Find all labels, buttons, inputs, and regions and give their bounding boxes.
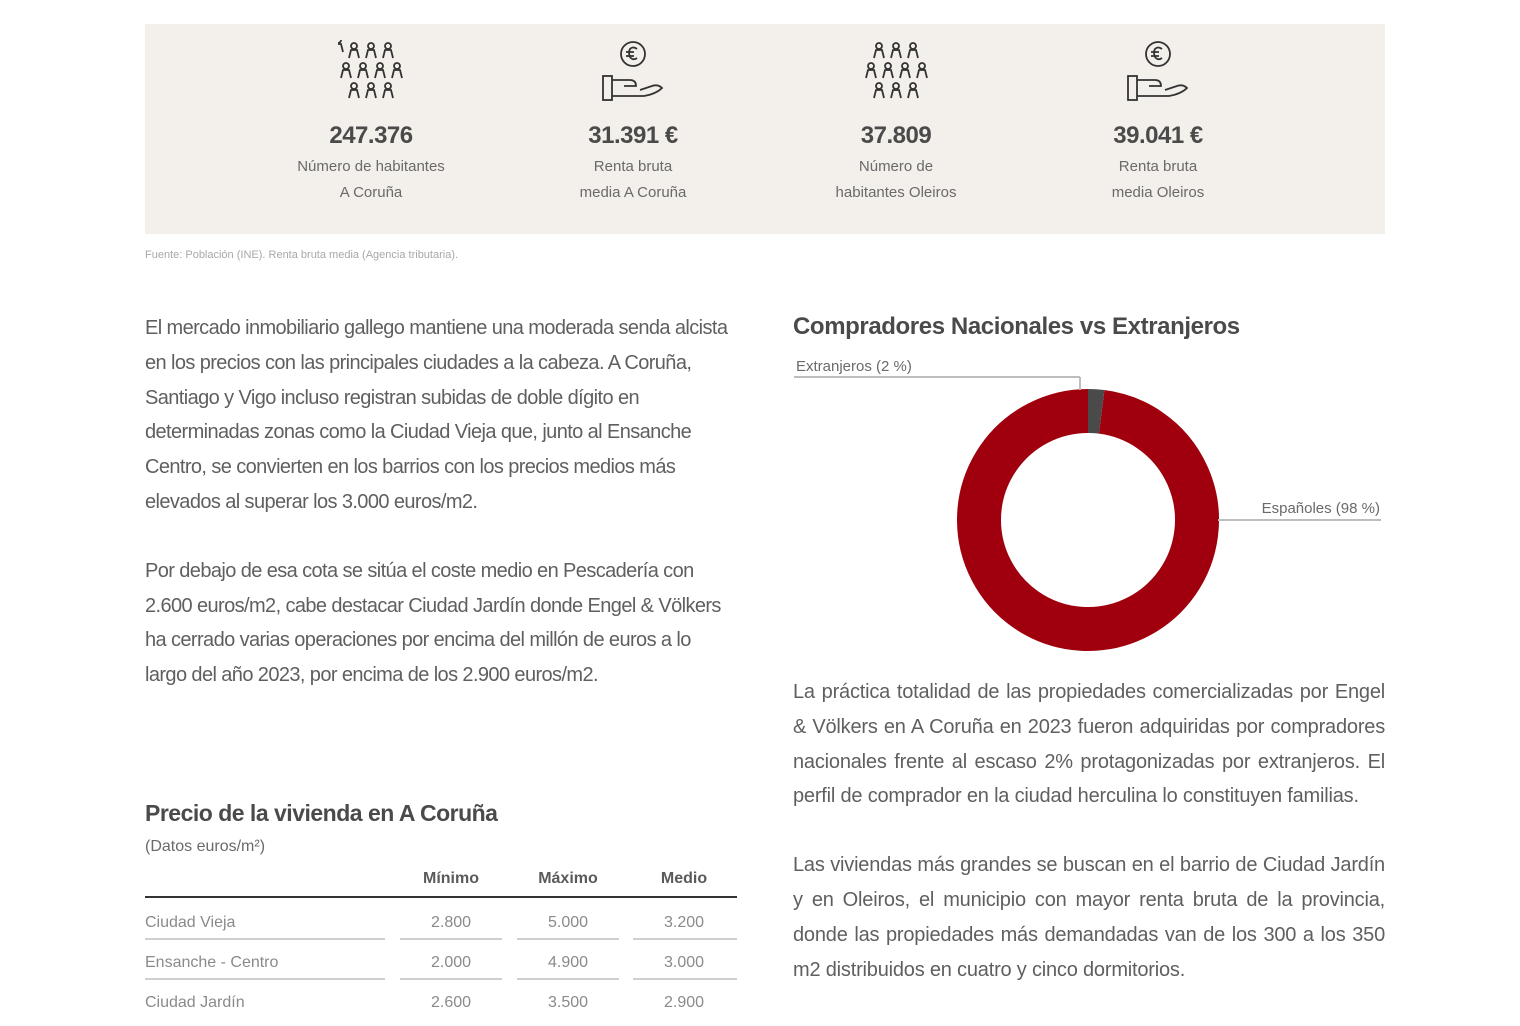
stat-label: Renta bruta media A Coruña [579, 158, 687, 201]
cell-avg: 3.000 [663, 954, 705, 971]
row-divider [633, 978, 737, 980]
cell-max: 5.000 [547, 914, 589, 931]
table-row [145, 906, 737, 946]
table-row [145, 986, 737, 1026]
stat-label: Renta bruta media Oleiros [1111, 158, 1205, 201]
stat-label: Número de habitantes A Coruña [297, 158, 445, 201]
slice-label: Extranjeros (2 %) [796, 358, 912, 375]
donut-chart [793, 350, 1385, 660]
left-column [145, 311, 737, 693]
cell-max: 4.900 [547, 954, 589, 971]
cell-avg: 3.200 [663, 914, 705, 931]
euro-hand-icon [600, 40, 666, 106]
stat-population-coruna [251, 40, 491, 206]
table-divider [145, 896, 737, 898]
row-divider [145, 938, 385, 940]
stat-label: Número de habitantes Oleiros [835, 158, 957, 201]
paragraph: Las viviendas más grandes se buscan en el barrio de Ciudad Jardín y en Oleiros, el municipio con mayor renta bruta de la provincia, donde las propiedades más demandadas van de los 300 a los 350 m2 distribuidos en cuatro y cinco dormitorios. [793, 854, 1385, 981]
people-group-icon [863, 40, 929, 106]
stat-value: 247.376 [329, 122, 413, 149]
source-note: Fuente: Población (INE). Renta bruta media (Agencia tributaria). [145, 249, 459, 261]
row-divider [633, 938, 737, 940]
cell-min: 2.000 [430, 954, 472, 971]
row-name: Ciudad Vieja [145, 914, 236, 931]
stat-income-oleiros [1038, 40, 1278, 206]
row-divider [145, 978, 385, 980]
cell-max: 3.500 [547, 994, 589, 1011]
stat-value: 37.809 [860, 122, 932, 149]
row-divider [400, 938, 502, 940]
chart-title: Compradores Nacionales vs Extranjeros [793, 313, 1240, 340]
stat-income-coruna [513, 40, 753, 206]
cell-min: 2.600 [430, 994, 472, 1011]
slice-label: Españoles (98 %) [1261, 500, 1380, 517]
column-header: Mínimo [423, 870, 479, 887]
paragraph: El mercado inmobiliario gallego mantiene una moderada senda alcista en los precios con las principales ciudades a la cabeza. A Coruña, Santiago y Vigo incluso registran subidas de doble dígito en determinadas zonas como la Ciudad Vieja que, junto al Ensanche Centro, se convierten en los barrios con los precios medios más elevados al superar los 3.000 euros/m2. [145, 317, 728, 513]
cell-min: 2.800 [430, 914, 472, 931]
stat-value: 31.391 € [588, 122, 678, 149]
donut-slice-1 [979, 411, 1197, 629]
donut-slice-0 [1088, 411, 1102, 412]
stat-population-oleiros [776, 40, 1016, 206]
table-row [145, 946, 737, 986]
row-divider [400, 978, 502, 980]
row-name: Ensanche - Centro [145, 954, 279, 971]
row-divider [517, 978, 619, 980]
cell-avg: 2.900 [663, 994, 705, 1011]
row-divider [517, 938, 619, 940]
column-header: Medio [660, 870, 708, 887]
people-group-icon [338, 40, 404, 106]
column-header: Máximo [538, 870, 598, 887]
row-name: Ciudad Jardín [145, 994, 245, 1011]
euro-hand-icon [1125, 40, 1191, 106]
stats-band [145, 24, 1385, 234]
right-column [793, 675, 1385, 987]
stat-value: 39.041 € [1113, 122, 1203, 149]
paragraph: La práctica totalidad de las propiedades comercializadas por Engel & Völkers en A Coruña en 2023 fueron adquiridas por compradores nacionales frente al escaso 2% protagonizadas por extranjeros. El perfil de comprador en la ciudad herculina lo constituyen familias. [793, 681, 1385, 808]
table-subtitle: (Datos euros/m²) [145, 838, 266, 855]
paragraph: Por debajo de esa cota se sitúa el coste medio en Pescadería con 2.600 euros/m2, cabe destacar Ciudad Jardín donde Engel & Völkers ha cerrado varias operaciones por encima del millón de euros a lo largo del año 2023, por encima de los 2.900 euros/m2. [145, 559, 721, 687]
table-title: Precio de la vivienda en A Coruña [145, 800, 498, 826]
